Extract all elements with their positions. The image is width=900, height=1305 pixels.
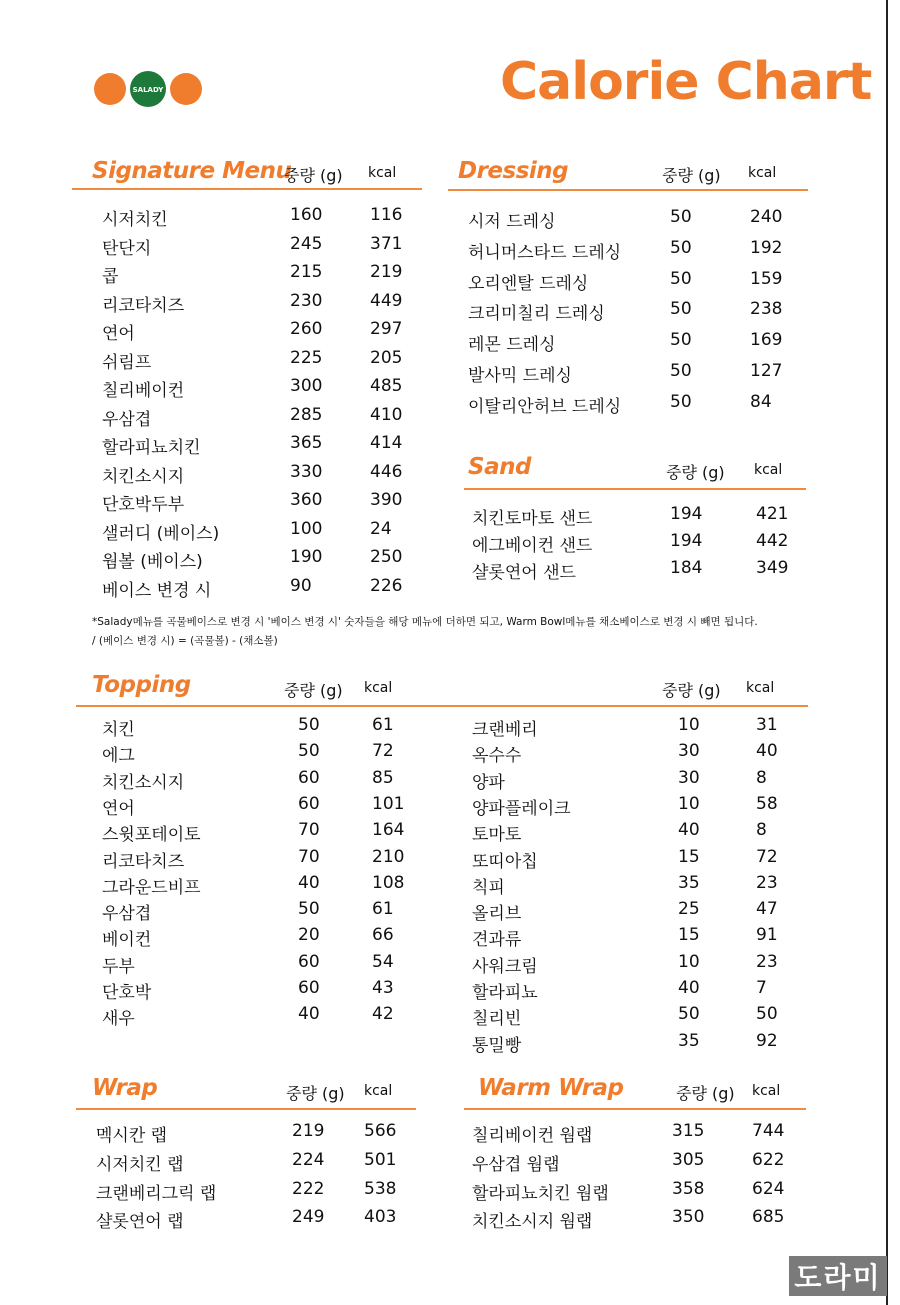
top-right-row-kcal: 23 bbox=[756, 873, 778, 893]
dr-row-name: 이탈리안허브 드레싱 bbox=[468, 397, 622, 417]
top-left-row-g: 60 bbox=[298, 952, 320, 972]
top-left-row-name: 새우 bbox=[102, 1009, 135, 1029]
salady-logo bbox=[92, 70, 204, 108]
signature-title: Signature Menu bbox=[92, 158, 292, 184]
sig-row-name: 리코타치즈 bbox=[102, 296, 185, 316]
top-right-row-kcal: 31 bbox=[756, 715, 778, 735]
dr-row-g: 50 bbox=[670, 207, 692, 227]
wrap-rule bbox=[76, 1108, 416, 1110]
top-right-row-name: 통밀빵 bbox=[472, 1036, 522, 1056]
top-left-row-name: 리코타치즈 bbox=[102, 852, 185, 872]
top-left-row-name: 두부 bbox=[102, 957, 135, 977]
wrap-row-kcal: 403 bbox=[364, 1207, 397, 1227]
sand-row-g: 194 bbox=[670, 504, 703, 524]
wrap-row-g: 222 bbox=[292, 1179, 325, 1199]
warm-row-name: 치킨소시지 웜랩 bbox=[472, 1212, 593, 1232]
dr-row-g: 50 bbox=[670, 269, 692, 289]
sig-row-g: 285 bbox=[290, 405, 323, 425]
sig-row-g: 365 bbox=[290, 433, 323, 453]
top-right-row-kcal: 58 bbox=[756, 794, 778, 814]
warm-wrap-rule bbox=[464, 1108, 806, 1110]
dr-row-name: 발사믹 드레싱 bbox=[468, 366, 572, 386]
top-left-row-kcal: 54 bbox=[372, 952, 394, 972]
top-left-row-kcal: 210 bbox=[372, 847, 405, 867]
sig-row-g: 190 bbox=[290, 547, 323, 567]
top-right-row-g: 40 bbox=[678, 820, 700, 840]
top-right-row-name: 칠리빈 bbox=[472, 1009, 522, 1029]
sig-row-name: 샐러디 (베이스) bbox=[102, 524, 220, 544]
top-right-row-name: 견과류 bbox=[472, 930, 522, 950]
top-right-row-name: 양파 bbox=[472, 773, 505, 793]
top-left-row-name: 그라운드비프 bbox=[102, 878, 201, 898]
sand-row-g: 194 bbox=[670, 531, 703, 551]
wrap-row-name: 멕시칸 랩 bbox=[96, 1126, 168, 1146]
dr-row-kcal: 159 bbox=[750, 269, 783, 289]
sand-row-kcal: 421 bbox=[756, 504, 789, 524]
wrap-row-g: 249 bbox=[292, 1207, 325, 1227]
top-left-row-g: 50 bbox=[298, 715, 320, 735]
warm-row-name: 우삼겹 웜랩 bbox=[472, 1155, 560, 1175]
top-right-row-g: 10 bbox=[678, 794, 700, 814]
dr-row-g: 50 bbox=[670, 330, 692, 350]
sig-row-kcal: 414 bbox=[370, 433, 403, 453]
wrap-row-kcal: 566 bbox=[364, 1121, 397, 1141]
dr-row-kcal: 84 bbox=[750, 392, 772, 412]
sig-row-kcal: 250 bbox=[370, 547, 403, 567]
dr-row-g: 50 bbox=[670, 361, 692, 381]
wrap-row-g: 224 bbox=[292, 1150, 325, 1170]
top-right-row-g: 15 bbox=[678, 925, 700, 945]
top-right-row-name: 칙피 bbox=[472, 878, 505, 898]
dressing-col-kcal: kcal bbox=[748, 165, 777, 181]
top-right-row-g: 50 bbox=[678, 1004, 700, 1024]
top-left-row-kcal: 108 bbox=[372, 873, 405, 893]
warm-row-name: 칠리베이컨 웜랩 bbox=[472, 1126, 593, 1146]
sig-row-g: 260 bbox=[290, 319, 323, 339]
top-right-row-name: 할라피뇨 bbox=[472, 983, 538, 1003]
sand-row-g: 184 bbox=[670, 558, 703, 578]
top-left-row-name: 치킨소시지 bbox=[102, 773, 185, 793]
wrap-row-name: 크랜베리그릭 랩 bbox=[96, 1184, 217, 1204]
dr-row-name: 레몬 드레싱 bbox=[468, 335, 556, 355]
dr-row-name: 시저 드레싱 bbox=[468, 212, 556, 232]
sig-row-name: 탄단지 bbox=[102, 239, 152, 259]
sand-title: Sand bbox=[468, 454, 531, 480]
sand-rule bbox=[464, 488, 806, 490]
warm-row-kcal: 744 bbox=[752, 1121, 785, 1141]
top-right-row-g: 35 bbox=[678, 873, 700, 893]
top-right-row-kcal: 8 bbox=[756, 768, 767, 788]
warm-row-kcal: 624 bbox=[752, 1179, 785, 1199]
wrap-row-name: 샬롯연어 랩 bbox=[96, 1212, 184, 1232]
top-left-row-name: 베이컨 bbox=[102, 930, 152, 950]
wrap-col-kcal: kcal bbox=[364, 1083, 393, 1099]
sig-row-kcal: 297 bbox=[370, 319, 403, 339]
wrap-row-kcal: 538 bbox=[364, 1179, 397, 1199]
dr-row-kcal: 192 bbox=[750, 238, 783, 258]
sig-row-kcal: 446 bbox=[370, 462, 403, 482]
sand-row-kcal: 349 bbox=[756, 558, 789, 578]
dressing-col-weight: 중량 (g) bbox=[662, 166, 721, 185]
sig-row-g: 330 bbox=[290, 462, 323, 482]
top-right-row-name: 또띠아칩 bbox=[472, 852, 538, 872]
dr-row-name: 크리미칠리 드레싱 bbox=[468, 304, 605, 324]
sig-row-kcal: 485 bbox=[370, 376, 403, 396]
top-left-row-g: 70 bbox=[298, 847, 320, 867]
top-left-row-kcal: 42 bbox=[372, 1004, 394, 1024]
sig-row-kcal: 205 bbox=[370, 348, 403, 368]
sig-row-name: 연어 bbox=[102, 324, 135, 344]
top-left-row-kcal: 164 bbox=[372, 820, 405, 840]
sig-row-name: 시저치킨 bbox=[102, 210, 168, 230]
top-right-row-kcal: 7 bbox=[756, 978, 767, 998]
topping-col-weight: 중량 (g) bbox=[284, 681, 343, 700]
dr-row-kcal: 169 bbox=[750, 330, 783, 350]
dr-row-g: 50 bbox=[670, 392, 692, 412]
wrap-title: Wrap bbox=[92, 1075, 158, 1101]
top-left-row-g: 20 bbox=[298, 925, 320, 945]
top-left-row-name: 치킨 bbox=[102, 720, 135, 740]
top-right-row-g: 40 bbox=[678, 978, 700, 998]
sig-row-kcal: 116 bbox=[370, 205, 403, 225]
top-left-row-kcal: 61 bbox=[372, 715, 394, 735]
sig-row-name: 우삼겹 bbox=[102, 410, 152, 430]
sig-row-name: 치킨소시지 bbox=[102, 467, 185, 487]
sig-row-name: 쉬림프 bbox=[102, 353, 152, 373]
sig-row-kcal: 390 bbox=[370, 490, 403, 510]
warm-wrap-title: Warm Wrap bbox=[478, 1075, 624, 1101]
warm-row-name: 할라피뇨치킨 웜랩 bbox=[472, 1184, 609, 1204]
warm-wrap-col-kcal: kcal bbox=[752, 1083, 781, 1099]
top-right-row-kcal: 40 bbox=[756, 741, 778, 761]
top-right-row-name: 크랜베리 bbox=[472, 720, 538, 740]
sig-row-kcal: 371 bbox=[370, 234, 403, 254]
signature-col-weight: 중량 (g) bbox=[284, 166, 343, 185]
dressing-rule bbox=[448, 189, 808, 191]
sig-row-name: 할라피뇨치킨 bbox=[102, 438, 201, 458]
sig-row-kcal: 226 bbox=[370, 576, 403, 596]
dr-row-kcal: 238 bbox=[750, 299, 783, 319]
topping-title: Topping bbox=[92, 672, 191, 698]
base-change-formula: / (베이스 변경 시) = (곡물볼) - (채소볼) bbox=[92, 635, 278, 647]
top-right-row-kcal: 92 bbox=[756, 1031, 778, 1051]
top-left-row-g: 40 bbox=[298, 1004, 320, 1024]
top-left-row-g: 50 bbox=[298, 899, 320, 919]
sig-row-name: 베이스 변경 시 bbox=[102, 581, 212, 601]
sand-col-weight: 중량 (g) bbox=[666, 463, 725, 482]
top-left-row-name: 에그 bbox=[102, 746, 135, 766]
sig-row-kcal: 449 bbox=[370, 291, 403, 311]
top-left-row-g: 40 bbox=[298, 873, 320, 893]
wrap-row-name: 시저치킨 랩 bbox=[96, 1155, 184, 1175]
top-right-row-kcal: 91 bbox=[756, 925, 778, 945]
top-right-row-kcal: 50 bbox=[756, 1004, 778, 1024]
sand-row-name: 치킨토마토 샌드 bbox=[472, 509, 593, 529]
sig-row-g: 360 bbox=[290, 490, 323, 510]
dr-row-g: 50 bbox=[670, 299, 692, 319]
sig-row-g: 100 bbox=[290, 519, 323, 539]
warm-wrap-col-weight: 중량 (g) bbox=[676, 1084, 735, 1103]
top-right-row-g: 15 bbox=[678, 847, 700, 867]
top-right-row-g: 30 bbox=[678, 768, 700, 788]
top-left-row-g: 70 bbox=[298, 820, 320, 840]
top-left-row-kcal: 43 bbox=[372, 978, 394, 998]
warm-row-g: 350 bbox=[672, 1207, 705, 1227]
topping-col-kcal: kcal bbox=[364, 680, 393, 696]
wrap-row-kcal: 501 bbox=[364, 1150, 397, 1170]
top-left-row-name: 연어 bbox=[102, 799, 135, 819]
sig-row-name: 웜볼 (베이스) bbox=[102, 552, 203, 572]
watermark: 도라미 bbox=[789, 1256, 887, 1296]
warm-row-g: 305 bbox=[672, 1150, 705, 1170]
sig-row-g: 160 bbox=[290, 205, 323, 225]
top-right-row-g: 10 bbox=[678, 952, 700, 972]
sig-row-kcal: 410 bbox=[370, 405, 403, 425]
sig-row-g: 300 bbox=[290, 376, 323, 396]
top-left-row-g: 50 bbox=[298, 741, 320, 761]
top-right-row-g: 35 bbox=[678, 1031, 700, 1051]
sig-row-g: 230 bbox=[290, 291, 323, 311]
base-change-note: *Salady메뉴를 곡물베이스로 변경 시 '베이스 변경 시' 숫자들을 해당 메뉴에 더하면 되고, Warm Bowl메뉴를 채소베이스로 변경 시 빼면 됩니다. bbox=[92, 616, 758, 628]
sig-row-g: 215 bbox=[290, 262, 323, 282]
sand-row-name: 에그베이컨 샌드 bbox=[472, 536, 593, 556]
signature-col-kcal: kcal bbox=[368, 165, 397, 181]
dressing-title: Dressing bbox=[458, 158, 569, 184]
top-right-row-g: 25 bbox=[678, 899, 700, 919]
topping-rule bbox=[76, 705, 808, 707]
sig-row-g: 225 bbox=[290, 348, 323, 368]
dr-row-kcal: 240 bbox=[750, 207, 783, 227]
top-right-row-kcal: 72 bbox=[756, 847, 778, 867]
sand-row-kcal: 442 bbox=[756, 531, 789, 551]
dr-row-g: 50 bbox=[670, 238, 692, 258]
top-left-row-kcal: 85 bbox=[372, 768, 394, 788]
sand-col-kcal: kcal bbox=[754, 462, 783, 478]
sig-row-g: 90 bbox=[290, 576, 312, 596]
top-right-row-name: 옥수수 bbox=[472, 746, 522, 766]
warm-row-kcal: 685 bbox=[752, 1207, 785, 1227]
dr-row-name: 허니머스타드 드레싱 bbox=[468, 243, 622, 263]
top-left-row-kcal: 101 bbox=[372, 794, 405, 814]
wrap-row-g: 219 bbox=[292, 1121, 325, 1141]
warm-row-kcal: 622 bbox=[752, 1150, 785, 1170]
sig-row-name: 단호박두부 bbox=[102, 495, 185, 515]
logo-text: SALADY bbox=[132, 86, 164, 94]
sig-row-name: 칠리베이컨 bbox=[102, 381, 185, 401]
sig-row-kcal: 24 bbox=[370, 519, 392, 539]
topping-col-weight-2: 중량 (g) bbox=[662, 681, 721, 700]
top-left-row-g: 60 bbox=[298, 978, 320, 998]
top-left-row-name: 단호박 bbox=[102, 983, 152, 1003]
wrap-col-weight: 중량 (g) bbox=[286, 1084, 345, 1103]
top-right-row-kcal: 23 bbox=[756, 952, 778, 972]
sig-row-kcal: 219 bbox=[370, 262, 403, 282]
dr-row-kcal: 127 bbox=[750, 361, 783, 381]
warm-row-g: 315 bbox=[672, 1121, 705, 1141]
top-right-row-name: 올리브 bbox=[472, 904, 522, 924]
warm-row-g: 358 bbox=[672, 1179, 705, 1199]
sand-row-name: 샬롯연어 샌드 bbox=[472, 563, 576, 583]
top-right-row-name: 양파플레이크 bbox=[472, 799, 571, 819]
top-left-row-name: 스윗포테이토 bbox=[102, 825, 201, 845]
top-right-row-kcal: 47 bbox=[756, 899, 778, 919]
top-right-row-g: 10 bbox=[678, 715, 700, 735]
top-left-row-name: 우삼겹 bbox=[102, 904, 152, 924]
top-right-row-g: 30 bbox=[678, 741, 700, 761]
top-left-row-g: 60 bbox=[298, 768, 320, 788]
topping-col-kcal-2: kcal bbox=[746, 680, 775, 696]
top-right-row-kcal: 8 bbox=[756, 820, 767, 840]
top-left-row-kcal: 61 bbox=[372, 899, 394, 919]
top-left-row-g: 60 bbox=[298, 794, 320, 814]
sig-row-g: 245 bbox=[290, 234, 323, 254]
sig-row-name: 콥 bbox=[102, 267, 119, 287]
signature-rule bbox=[72, 188, 422, 190]
dr-row-name: 오리엔탈 드레싱 bbox=[468, 274, 589, 294]
top-left-row-kcal: 72 bbox=[372, 741, 394, 761]
top-left-row-kcal: 66 bbox=[372, 925, 394, 945]
page-title: Calorie Chart bbox=[500, 52, 872, 112]
top-right-row-name: 사워크림 bbox=[472, 957, 538, 977]
top-right-row-name: 토마토 bbox=[472, 825, 522, 845]
